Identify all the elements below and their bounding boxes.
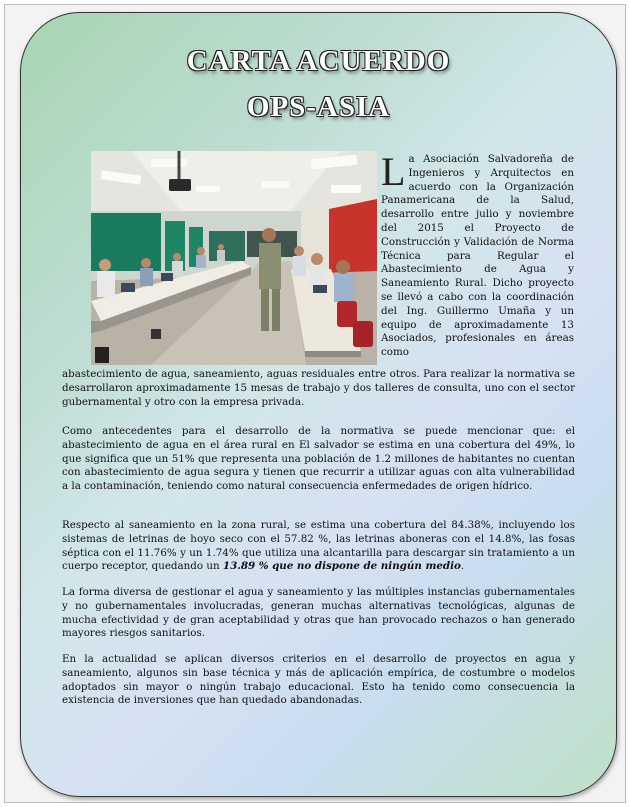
page-subtitle: OPS-ASIA	[246, 91, 391, 123]
paragraph-saneamiento-text: Respecto al saneamiento en la zona rural, se estima una cobertura del 84.38%, incluyendo los sistemas de letrinas de hoyo seco con el 57.82 %, las letrinas aboneras con el 14.8%, las fosas séptica con el 11.76% y un 1.74% que utiliza una alcantarilla para descargar sin tratamiento a un cuerpo receptor, quedando un	[62, 519, 575, 573]
intro-text: a Asociación Salvadoreña de Ingenieros y Arquitectos en acuerdo con la Organización Panamericana de la Salud, desarrollo entre julio y noviembre del 2015 el Proyecto de Construcción y Validación de Norma Técnica para Regular el Abastecimiento de Agua y Saneamiento Rural. Dicho proyecto se llevó a cabo con la coordinación del Ing. Guillermo Umaña y un equipo de aproximadamente 13 Asociados, profesionales en áreas como	[381, 153, 574, 359]
paragraph-actualidad: En la actualidad se aplican diversos criterios en el desarrollo de proyectos en agua y saneamiento, algunos sin base técnica y más de aplicación empírica, de costumbre o modelos adoptados sin mayor o ningún trabajo educacional. Esto ha tenido como consecuencia la existencia de inversiones que han quedado abandonadas.	[62, 653, 575, 707]
newsletter-card	[20, 12, 617, 797]
drop-cap: L	[381, 149, 406, 194]
paragraph-saneamiento-end: .	[460, 560, 465, 573]
highlight-percentage: 13.89 % que no dispone de ningún medio	[222, 560, 461, 573]
paragraph-gestion: La forma diversa de gestionar el agua y saneamiento y las múltiples instancias gubernamentales y no gubernamentales involucradas, generan muchas alternativas tecnológicas, algunas de mucha efectividad y de gran aceptabilidad y otras que han provocado rechazos o han generado mayores riesgos sanitarios.	[62, 586, 575, 640]
intro-continuation: abastecimiento de agua, saneamiento, aguas residuales entre otros. Para realizar la normativa se desarrollaron aproximadamente 15 mesas de trabajo y dos talleres de consulta, uno con el sector gubernamental y otro con la empresa privada.	[62, 368, 575, 408]
paragraph-saneamiento	[62, 519, 575, 574]
meeting-photo	[91, 151, 377, 365]
paragraph-antecedentes: Como antecedentes para el desarrollo de la normativa se puede mencionar que: el abastecimiento de agua en el área rural en El salvador se estima en una cobertura del 49%, lo que significa que un 51% que representa una población de 1.2 millones de habitantes no cuentan con abastecimiento de agua segura y tienen que recurrir a utilizar aguas con alta vulnerabilidad a la contaminación, teniendo como natural consecuencia enfermedades de origen hídrico.	[62, 425, 575, 493]
intro-paragraph	[381, 149, 574, 360]
page-title: CARTA ACUERDO	[186, 45, 451, 77]
